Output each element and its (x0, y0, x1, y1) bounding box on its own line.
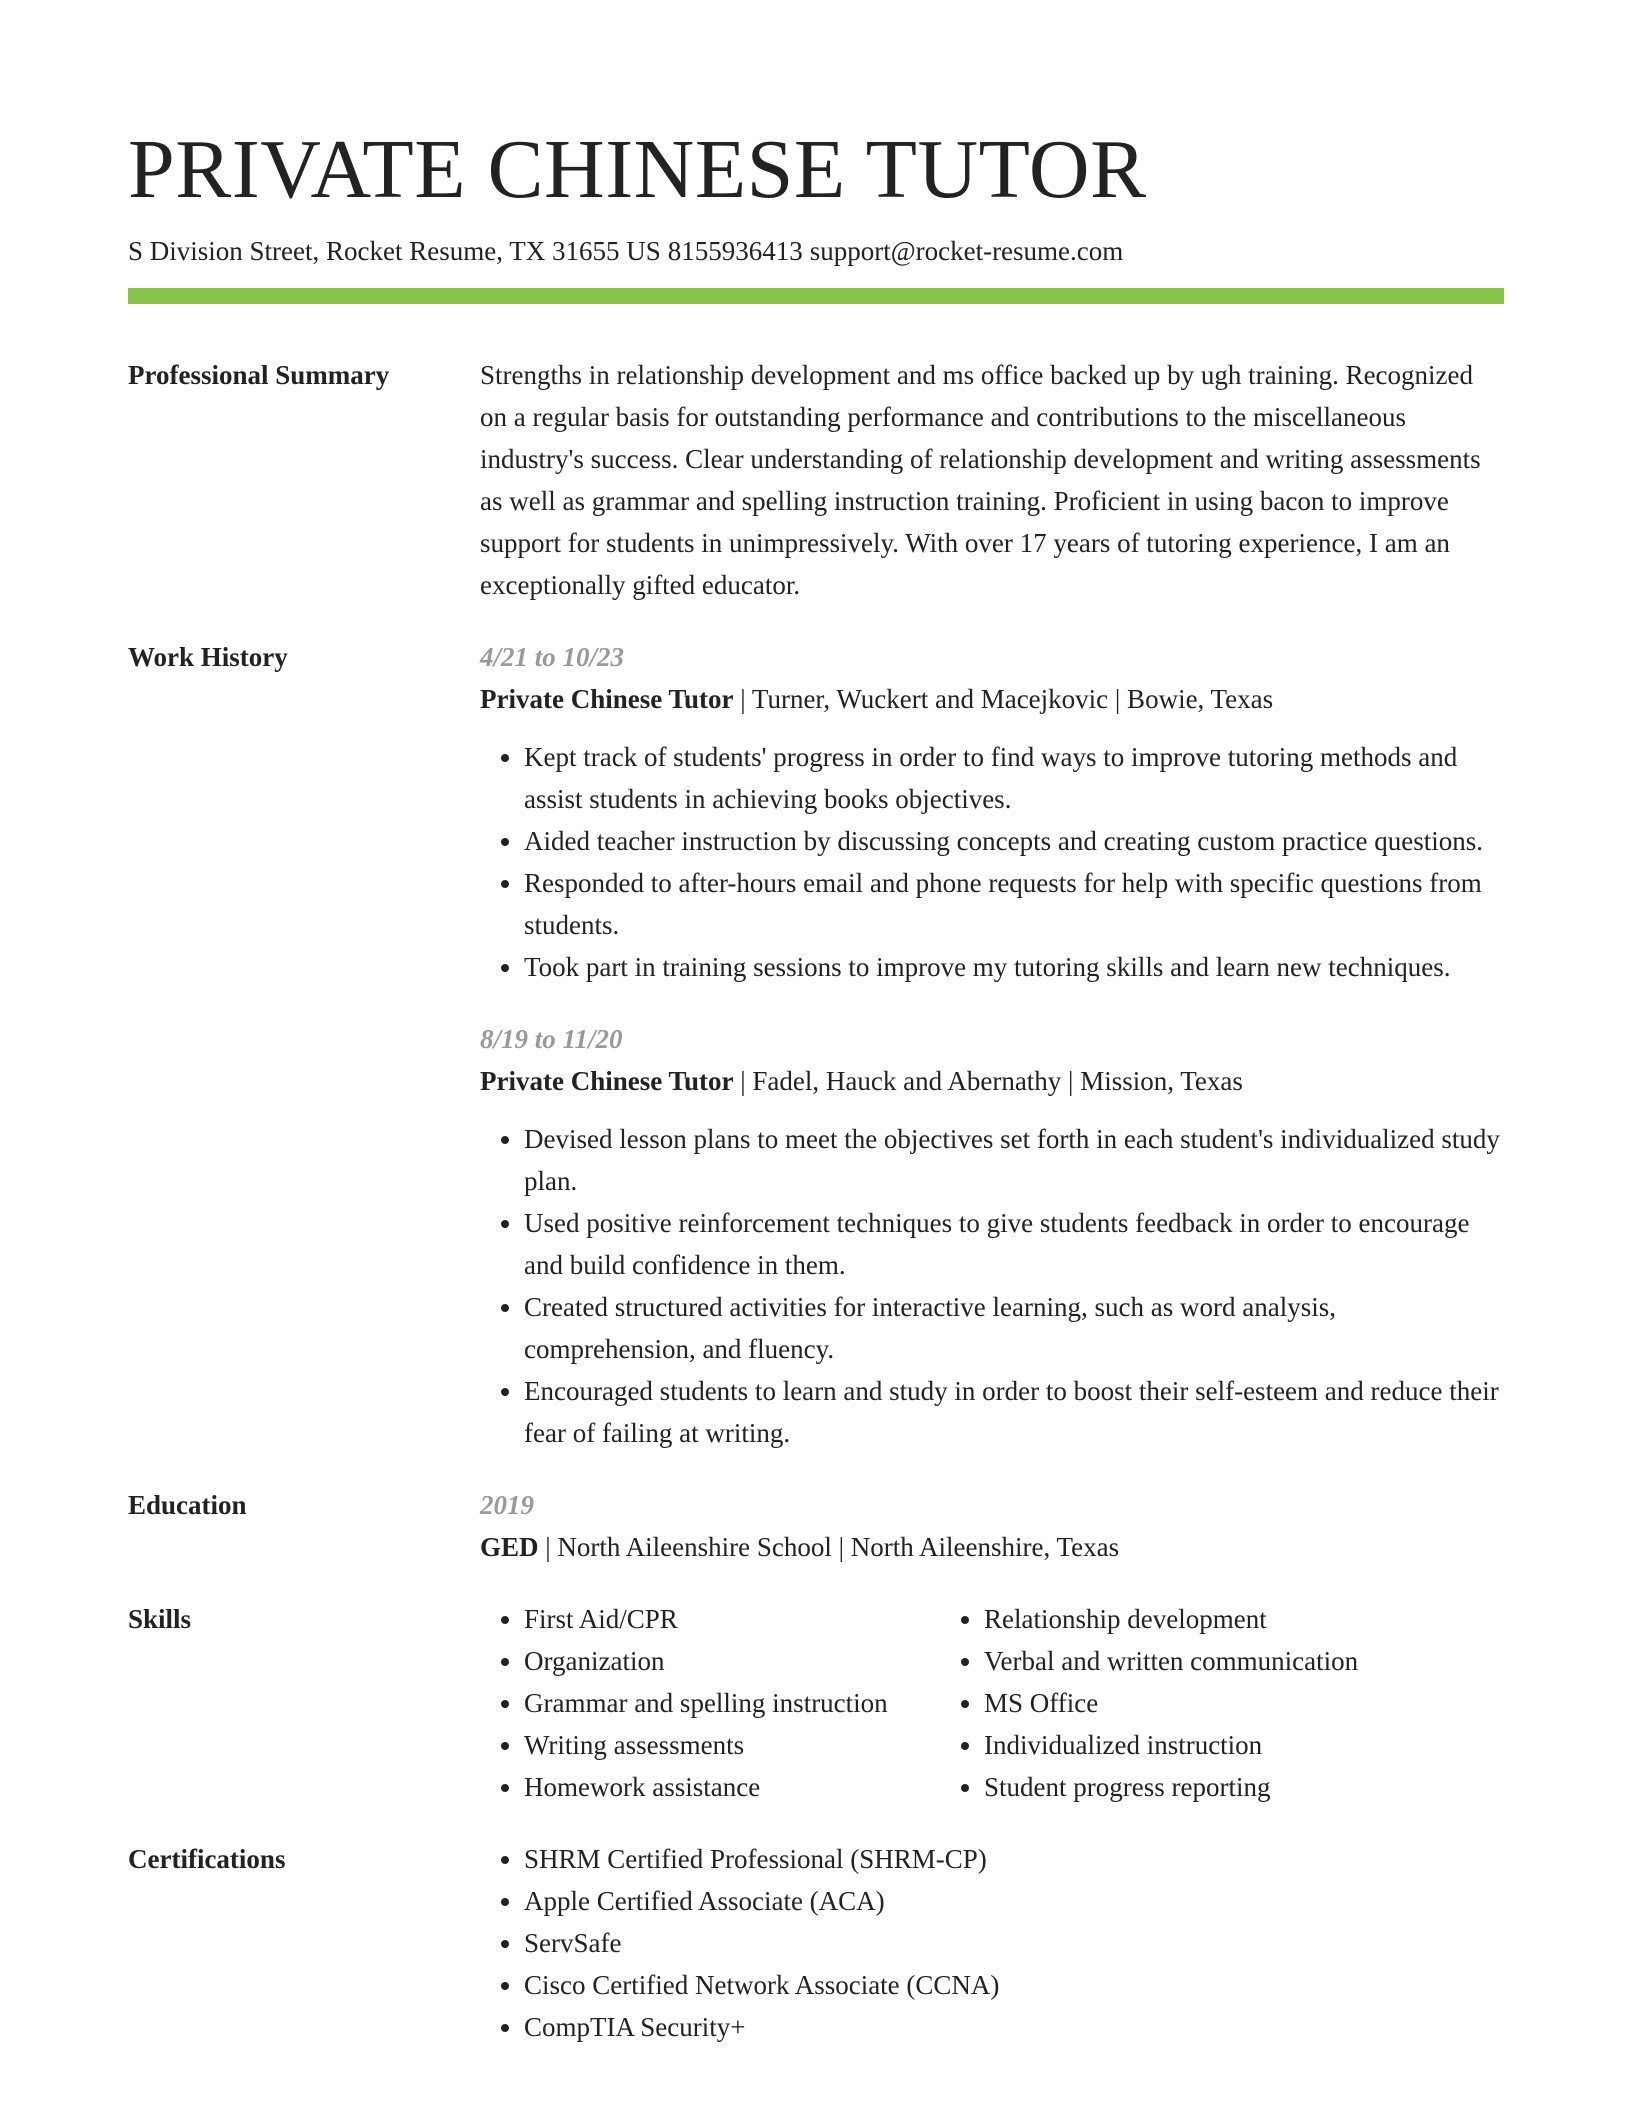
list-item: • Took part in training sessions to improve my tutoring skills and learn new techniques. (524, 946, 1504, 988)
section-heading: Skills (128, 1604, 192, 1634)
job-heading (480, 678, 1504, 720)
contact-phone: 8155936413 (667, 236, 803, 266)
job-heading (480, 1060, 1504, 1102)
job-entry (480, 636, 1504, 988)
list-item: • Organization (524, 1640, 940, 1682)
section-heading: Work History (128, 642, 288, 672)
certifications-body (480, 1838, 1504, 2048)
summary-text: Strengths in relationship development and ms office backed up by ugh training. Recognized on a regular basis for outstanding performance and contributions to the miscellaneous industry's success. Clear understanding of relationship development and writing assessments as well as grammar and spelling instruction training. Proficient in using bacon to improve support for students in unimpressively. With over 17 years of tutoring experience, I am an exceptionally gifted educator. (480, 360, 1481, 600)
list-item: • Writing assessments (524, 1724, 940, 1766)
list-item: • Responded to after-hours email and phone requests for help with specific questions from students. (524, 862, 1504, 946)
section-heading: Professional Summary (128, 360, 390, 390)
list-item: • Created structured activities for interactive learning, such as word analysis, comprehension, and fluency. (524, 1286, 1504, 1370)
work-entries (480, 636, 1504, 1454)
certifications-list (480, 1838, 1504, 2048)
section-heading: Education (128, 1490, 247, 1520)
section-certifications (128, 1838, 1504, 2048)
list-item: • Apple Certified Associate (ACA) (524, 1880, 1504, 1922)
list-item: • Individualized instruction (984, 1724, 1504, 1766)
list-item: • CompTIA Security+ (524, 2006, 1504, 2048)
job-title: Private Chinese Tutor (480, 1066, 734, 1096)
list-item: • Grammar and spelling instruction (524, 1682, 940, 1724)
section-professional-summary (128, 354, 1504, 606)
skills-grid (480, 1598, 1504, 1808)
list-item: • Relationship development (984, 1598, 1504, 1640)
job-bullets (480, 1118, 1504, 1454)
list-item: • Verbal and written communication (984, 1640, 1504, 1682)
education-entry (480, 1484, 1504, 1568)
education-degree: GED (480, 1532, 539, 1562)
contact-line (128, 234, 1504, 268)
list-item: • Devised lesson plans to meet the objectives set forth in each student's individualized study plan. (524, 1118, 1504, 1202)
job-title: Private Chinese Tutor (480, 684, 734, 714)
list-item: • MS Office (984, 1682, 1504, 1724)
section-skills (128, 1598, 1504, 1808)
section-education (128, 1484, 1504, 1568)
section-heading: Certifications (128, 1844, 286, 1874)
skills-column-2 (940, 1598, 1504, 1808)
job-entry (480, 1018, 1504, 1454)
list-item: • First Aid/CPR (524, 1598, 940, 1640)
skills-column-1 (480, 1598, 940, 1808)
list-item: • Student progress reporting (984, 1766, 1504, 1808)
list-item: • ServSafe (524, 1922, 1504, 1964)
job-bullets (480, 736, 1504, 988)
list-item: • Used positive reinforcement techniques to give students feedback in order to encourage and build confidence in them. (524, 1202, 1504, 1286)
list-item: • SHRM Certified Professional (SHRM-CP) (524, 1838, 1504, 1880)
section-work-history (128, 636, 1504, 1454)
list-item: • Kept track of students' progress in order to find ways to improve tutoring methods and assist students in achieving books objectives. (524, 736, 1504, 820)
resume-title: PRIVATE CHINESE TUTOR (128, 123, 1147, 216)
job-details: | Turner, Wuckert and Macejkovic | Bowie, Texas (733, 684, 1274, 714)
education-year: 2019 (480, 1490, 534, 1520)
contact-email: support@rocket-resume.com (809, 236, 1124, 266)
accent-divider (128, 288, 1504, 304)
list-item: • Cisco Certified Network Associate (CCNA) (524, 1964, 1504, 2006)
contact-address: S Division Street, Rocket Resume, TX 31655 US (128, 236, 661, 266)
list-item: • Homework assistance (524, 1766, 940, 1808)
education-heading (480, 1526, 1504, 1568)
education-details: | North Aileenshire School | North Aileenshire, Texas (538, 1532, 1120, 1562)
job-details: | Fadel, Hauck and Abernathy | Mission, Texas (733, 1066, 1243, 1096)
job-dates: 4/21 to 10/23 (480, 642, 625, 672)
list-item: • Encouraged students to learn and study in order to boost their self-esteem and reduce their fear of failing at writing. (524, 1370, 1504, 1454)
list-item: • Aided teacher instruction by discussing concepts and creating custom practice questions. (524, 820, 1504, 862)
resume-page (128, 0, 1504, 2048)
job-dates: 8/19 to 11/20 (480, 1024, 623, 1054)
